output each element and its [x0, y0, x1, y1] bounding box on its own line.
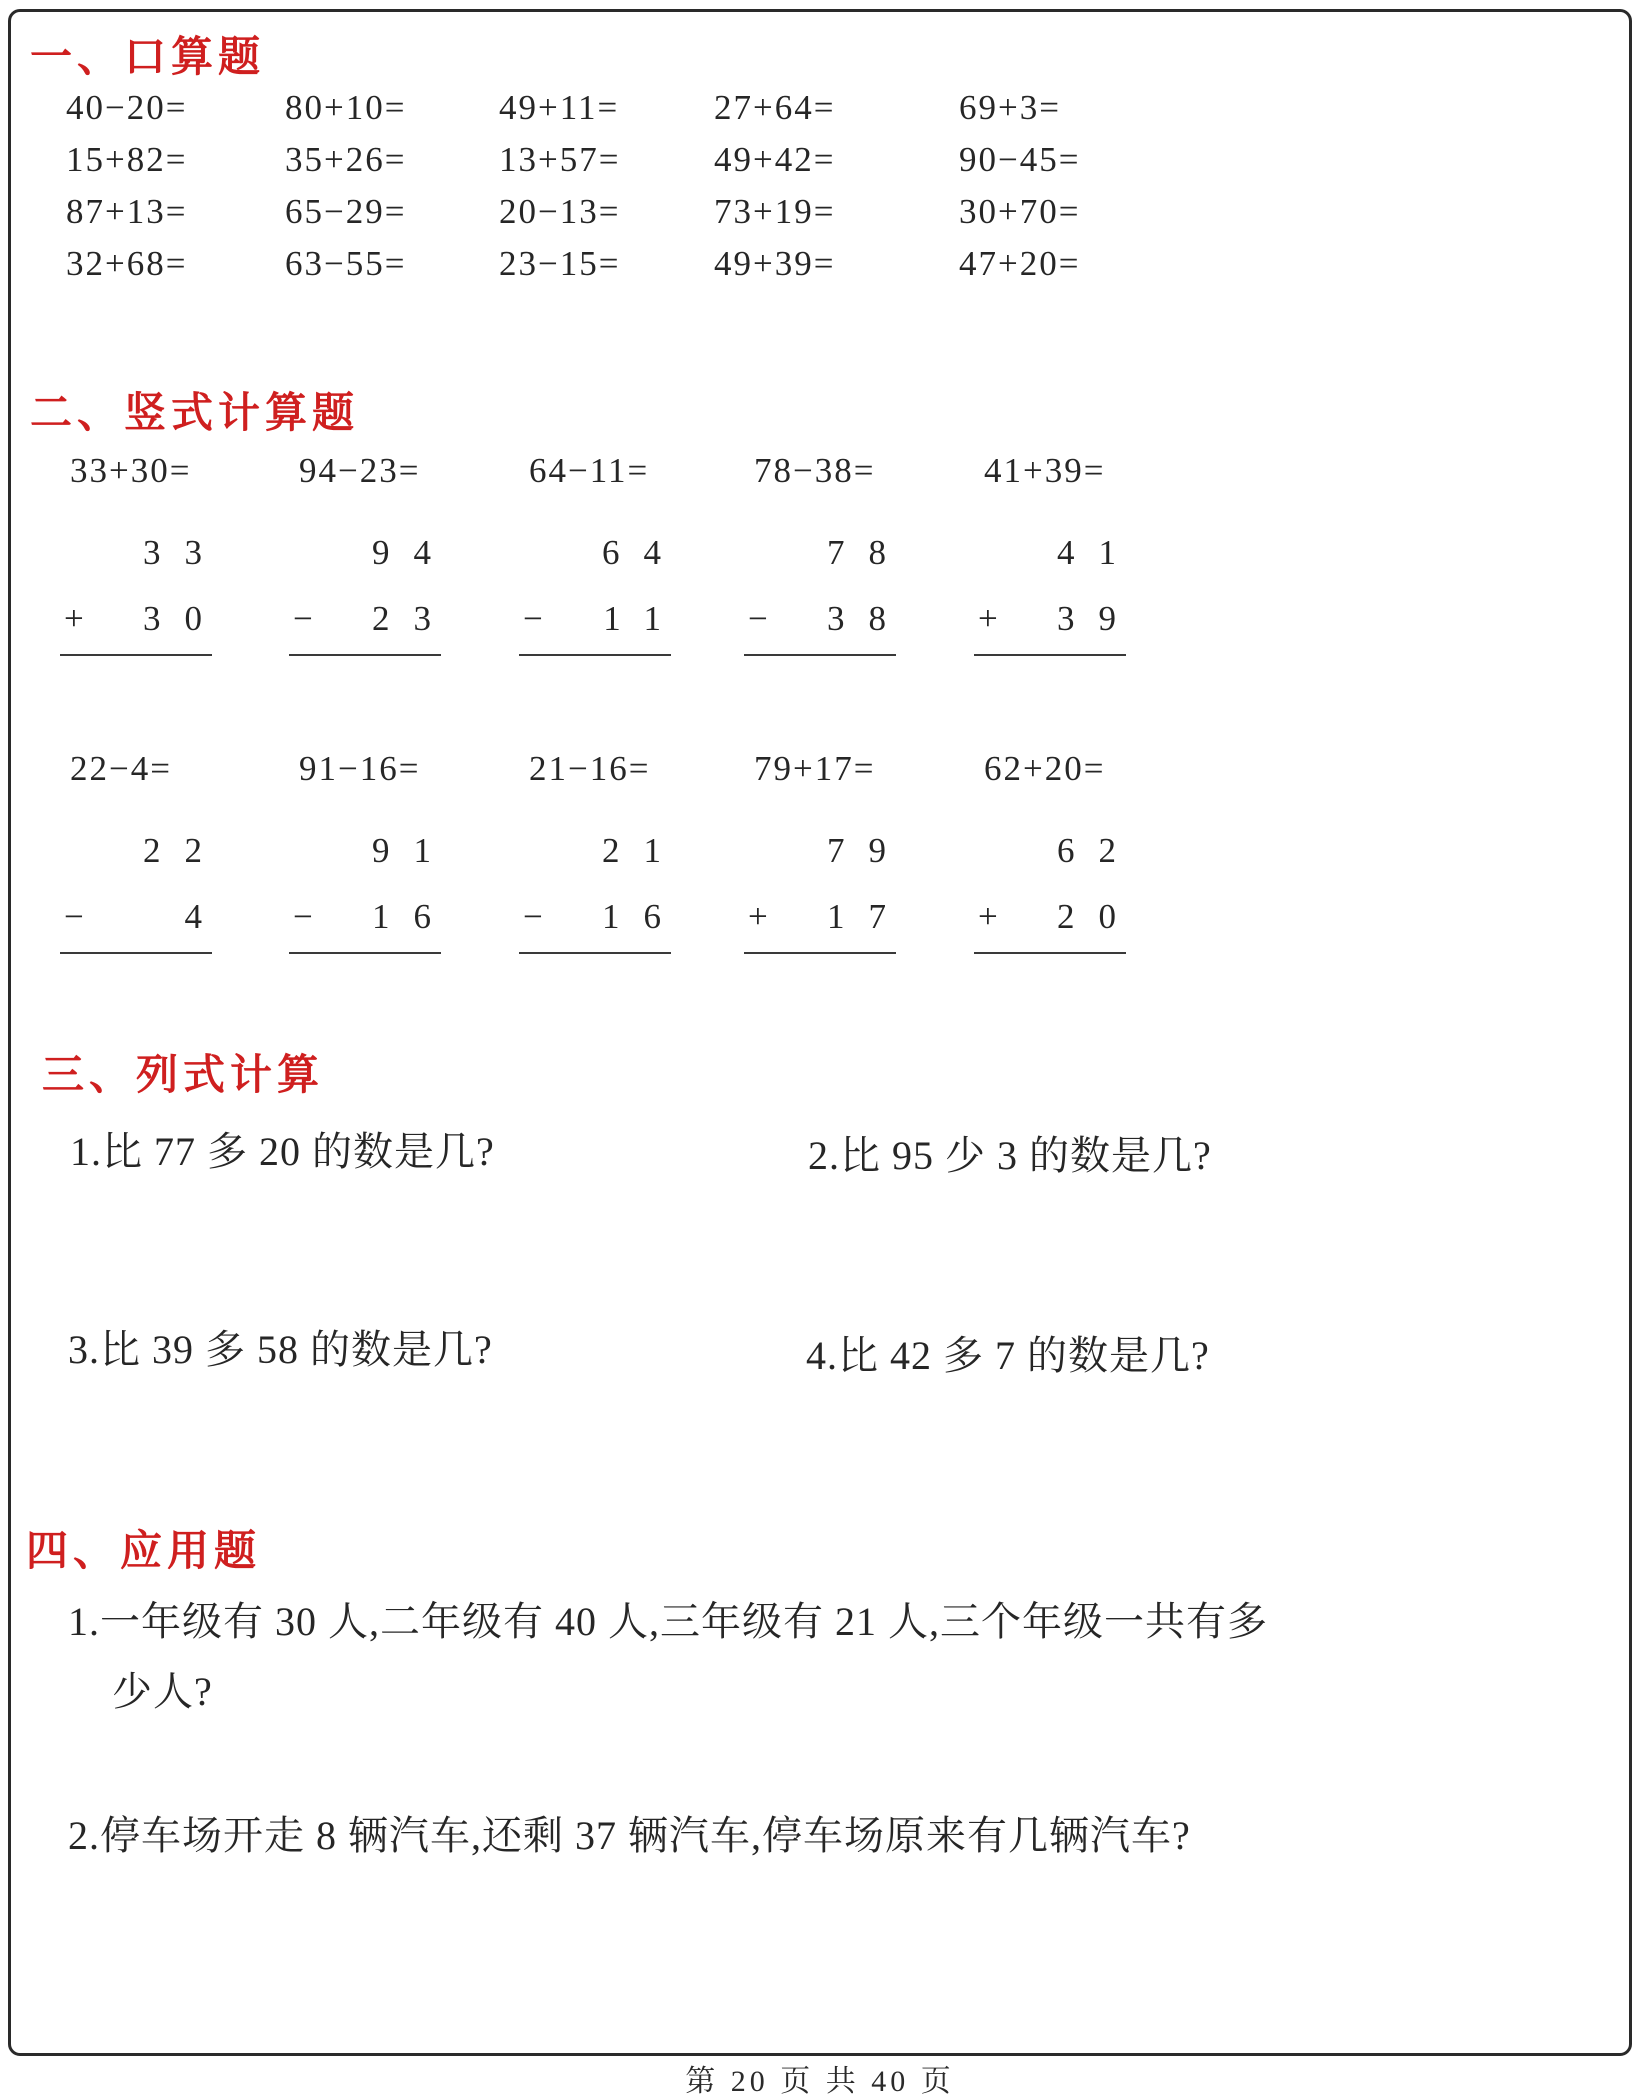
vp-worked-form: [60, 530, 226, 656]
vp-answer-line: [744, 894, 910, 954]
oral-problems-grid: [66, 84, 1159, 292]
vp-answer-line: [974, 596, 1140, 656]
oral-problem: 90−45=: [959, 140, 1081, 179]
vp-equation: 22−4=: [70, 749, 172, 788]
oral-problem: 13+57=: [499, 140, 621, 179]
section-title-applied: 四、应用题: [26, 1529, 262, 1575]
vertical-problem: [523, 448, 754, 656]
oral-problem: 40−20=: [66, 88, 188, 127]
vp-bottom-number: 16: [602, 897, 685, 936]
oral-problem: 47+20=: [959, 244, 1081, 283]
vertical-problem: [978, 448, 1204, 656]
vp-answer-line: [974, 894, 1140, 954]
oral-problem: 63−55=: [285, 244, 407, 283]
vp-bottom-number: 39: [1057, 599, 1140, 638]
vp-worked-form: [519, 530, 685, 656]
vp-top-number: 78: [827, 533, 910, 572]
oral-problem: 20−13=: [499, 192, 621, 231]
vp-equation: 33+30=: [70, 451, 192, 490]
vp-operator: −: [748, 599, 768, 638]
oral-problem: 30+70=: [959, 192, 1081, 231]
vertical-problem: [748, 746, 984, 954]
vp-answer-line: [60, 894, 226, 954]
vp-equation: 91−16=: [299, 749, 421, 788]
vp-worked-form: [60, 828, 226, 954]
vertical-problem: [293, 448, 529, 656]
oral-problem: 73+19=: [714, 192, 836, 231]
vp-top-number: 22: [143, 831, 226, 870]
vp-worked-form: [289, 530, 455, 656]
vp-worked-form: [974, 828, 1140, 954]
section-title-vertical: 二、竖式计算题: [30, 391, 360, 437]
vp-operator: −: [523, 897, 543, 936]
vertical-problem: [978, 746, 1204, 954]
vp-top-number: 62: [1057, 831, 1140, 870]
vp-top-number: 41: [1057, 533, 1140, 572]
oral-problem: 80+10=: [285, 88, 407, 127]
page-border-frame: [8, 9, 1632, 2056]
vp-operator: +: [64, 599, 84, 638]
listing-problem-1: 1.比 77 多 20 的数是几?: [70, 1129, 495, 1174]
vp-bottom-number: 38: [827, 599, 910, 638]
vp-answer-line: [289, 596, 455, 656]
vp-operator: +: [748, 897, 768, 936]
vp-worked-form: [289, 828, 455, 954]
applied-problem-1-line2: 少人?: [112, 1669, 213, 1714]
vp-bottom-number: 20: [1057, 897, 1140, 936]
vp-bottom-number: 4: [184, 897, 226, 936]
vp-top-number: 94: [372, 533, 455, 572]
vp-equation: 64−11=: [529, 451, 650, 490]
applied-problem-2: 2.停车场开走 8 辆汽车,还剩 37 辆汽车,停车场原来有几辆汽车?: [68, 1813, 1191, 1858]
vp-bottom-number: 30: [143, 599, 226, 638]
vp-worked-form: [519, 828, 685, 954]
oral-problem: 49+39=: [714, 244, 836, 283]
vertical-problem: [748, 448, 984, 656]
vertical-problems-row-1: [64, 448, 1204, 656]
oral-problem: 23−15=: [499, 244, 621, 283]
vp-top-number: 79: [827, 831, 910, 870]
vp-answer-line: [289, 894, 455, 954]
oral-problem: 49+42=: [714, 140, 836, 179]
vp-operator: −: [64, 897, 84, 936]
oral-problem: 69+3=: [959, 88, 1061, 127]
vp-worked-form: [974, 530, 1140, 656]
oral-problem: 15+82=: [66, 140, 188, 179]
oral-problem: 35+26=: [285, 140, 407, 179]
oral-problem: 65−29=: [285, 192, 407, 231]
vp-bottom-number: 11: [603, 599, 685, 638]
section-title-listing: 三、列式计算: [42, 1053, 325, 1099]
vp-bottom-number: 17: [827, 897, 910, 936]
vp-top-number: 21: [602, 831, 685, 870]
section-title-oral: 一、口算题: [30, 35, 266, 81]
page-footer: 第 20 页 共 40 页: [685, 2065, 955, 2098]
vertical-problem: [64, 746, 299, 954]
vp-operator: +: [978, 599, 998, 638]
vp-equation: 41+39=: [984, 451, 1106, 490]
vp-top-number: 64: [602, 533, 685, 572]
oral-problem: 32+68=: [66, 244, 188, 283]
vp-top-number: 91: [372, 831, 455, 870]
vertical-problem: [523, 746, 754, 954]
applied-problem-1-line1: 1.一年级有 30 人,二年级有 40 人,三年级有 21 人,三个年级一共有多: [68, 1599, 1268, 1644]
vp-equation: 62+20=: [984, 749, 1106, 788]
vp-top-number: 33: [143, 533, 226, 572]
vp-equation: 78−38=: [754, 451, 876, 490]
listing-problem-4: 4.比 42 多 7 的数是几?: [806, 1333, 1210, 1378]
oral-problem: 27+64=: [714, 88, 836, 127]
vp-bottom-number: 23: [372, 599, 455, 638]
oral-problem: 49+11=: [499, 88, 620, 127]
vertical-problem: [293, 746, 529, 954]
listing-problem-2: 2.比 95 少 3 的数是几?: [808, 1133, 1212, 1178]
vp-operator: −: [293, 897, 313, 936]
vp-operator: −: [293, 599, 313, 638]
oral-problem: 87+13=: [66, 192, 188, 231]
vp-equation: 94−23=: [299, 451, 421, 490]
vp-bottom-number: 16: [372, 897, 455, 936]
vp-answer-line: [519, 596, 685, 656]
listing-problem-3: 3.比 39 多 58 的数是几?: [68, 1327, 493, 1372]
vp-worked-form: [744, 530, 910, 656]
vp-worked-form: [744, 828, 910, 954]
vp-operator: −: [523, 599, 543, 638]
vp-equation: 21−16=: [529, 749, 651, 788]
vp-equation: 79+17=: [754, 749, 876, 788]
vp-answer-line: [744, 596, 910, 656]
vertical-problem: [64, 448, 299, 656]
vp-answer-line: [519, 894, 685, 954]
vp-operator: +: [978, 897, 998, 936]
vertical-problems-row-2: [64, 746, 1204, 954]
vp-answer-line: [60, 596, 226, 656]
